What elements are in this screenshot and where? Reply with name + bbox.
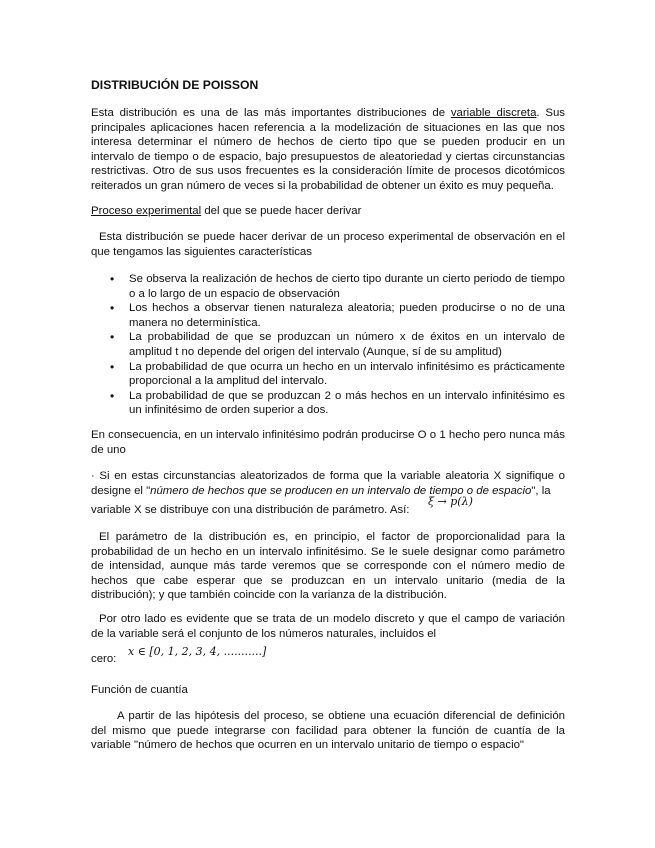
p4-text-1: · Si en estas circunstancias aleatorizados de forma que la variable aleatoria X signifique o designe el " [91, 470, 565, 497]
p4-text-2: ", la [531, 484, 551, 497]
p6-cero: cero: [91, 653, 117, 665]
variable-discreta-link[interactable]: variable discreta [450, 107, 537, 119]
paragraph-4 [91, 469, 565, 498]
characteristics-list [91, 272, 565, 418]
list-item: • Los hechos a observar tienen naturaleza aleatoria; pueden producirse o no de una manera no determinística. [91, 301, 565, 330]
list-item: • La probabilidad de que se produzcan 2 o más hechos en un intervalo infinitésimo es un infinitésimo de orden superior a dos. [91, 389, 565, 418]
document-title: DISTRIBUCIÓN DE POISSON [91, 78, 259, 92]
paragraph-7: A partir de las hipótesis del proceso, se obtiene una ecuación diferencial de definición del mismo que puede integrarse con facilidad para obtener la función de cuantía de la variable "número de hechos que ocurren en un intervalo unitario de tiempo o espacio" [91, 710, 565, 752]
proceso-heading [91, 204, 565, 219]
paragraph-2: Esta distribución se puede hacer derivar de un proceso experimental de observación en el que tengamos las siguientes características [91, 231, 565, 258]
paragraph-5: El parámetro de la distribución es, en principio, el factor de proporcionalidad para la probabilidad de un hecho en un intervalo infinitésimo. Se le suele designar como parámetro de intensidad, aunque más tarde veremos que se corresponde con el número medio de hechos que cabe esperar que se produzcan en un intervalo unitario (media de la distribución); y que también coincide con la varianza de la distribución. [91, 531, 565, 602]
intro-paragraph [91, 106, 565, 194]
paragraph-3: En consecuencia, en un intervalo infinitésimo podrán producirse O o 1 hecho pero nunca más de uno [91, 429, 565, 456]
p4-italic: número de hechos que se producen en un intervalo de tiempo o de espacio [150, 484, 532, 497]
proceso-rest: del que se puede hacer derivar [201, 205, 362, 217]
proceso-experimental-link[interactable]: Proceso experimental [91, 205, 202, 217]
intro-text-1: Esta distribución es una de las más importantes distribuciones de [91, 107, 451, 119]
list-item: • Se observa la realización de hechos de cierto tipo durante un cierto periodo de tiempo o a lo largo de un espacio de observación [91, 272, 565, 301]
list-item: • La probabilidad de que se produzcan un número x de éxitos en un intervalo de amplitud t no depende del origen del intervalo (Aunque, sí de su amplitud) [91, 330, 565, 359]
paragraph-6: Por otro lado es evidente que se trata de un modelo discreto y que el campo de variación de la variable será el conjunto de los números naturales, incluidos el [91, 613, 565, 640]
list-item: • La probabilidad de que ocurra un hecho en un intervalo infinitésimo es prácticamente proporcional a la amplitud del intervalo. [91, 360, 565, 389]
funcion-cuantia-heading: Función de cuantía [91, 684, 188, 696]
p4-line-2: variable X se distribuye con una distribución de parámetro. Así: [91, 504, 410, 516]
poisson-formula: ξ → p(λ) [428, 495, 473, 508]
intro-text-2: . Sus principales aplicaciones hacen referencia a la modelización de situaciones en las que nos interesa determinar el número de hechos de cierto tipo que se pueden producir en un intervalo de tiempo o de espacio, bajo presupuestos de aleatoriedad y ciertas circunstancias restrictivas. Otro de sus usos frecuentes es la consideración límite de procesos dicotómicos reiterados un gran número de veces si la probabilidad de obtener un éxito es muy pequeña. [91, 107, 565, 192]
naturals-formula: x ∈ [0, 1, 2, 3, 4, ...........] [128, 645, 267, 658]
